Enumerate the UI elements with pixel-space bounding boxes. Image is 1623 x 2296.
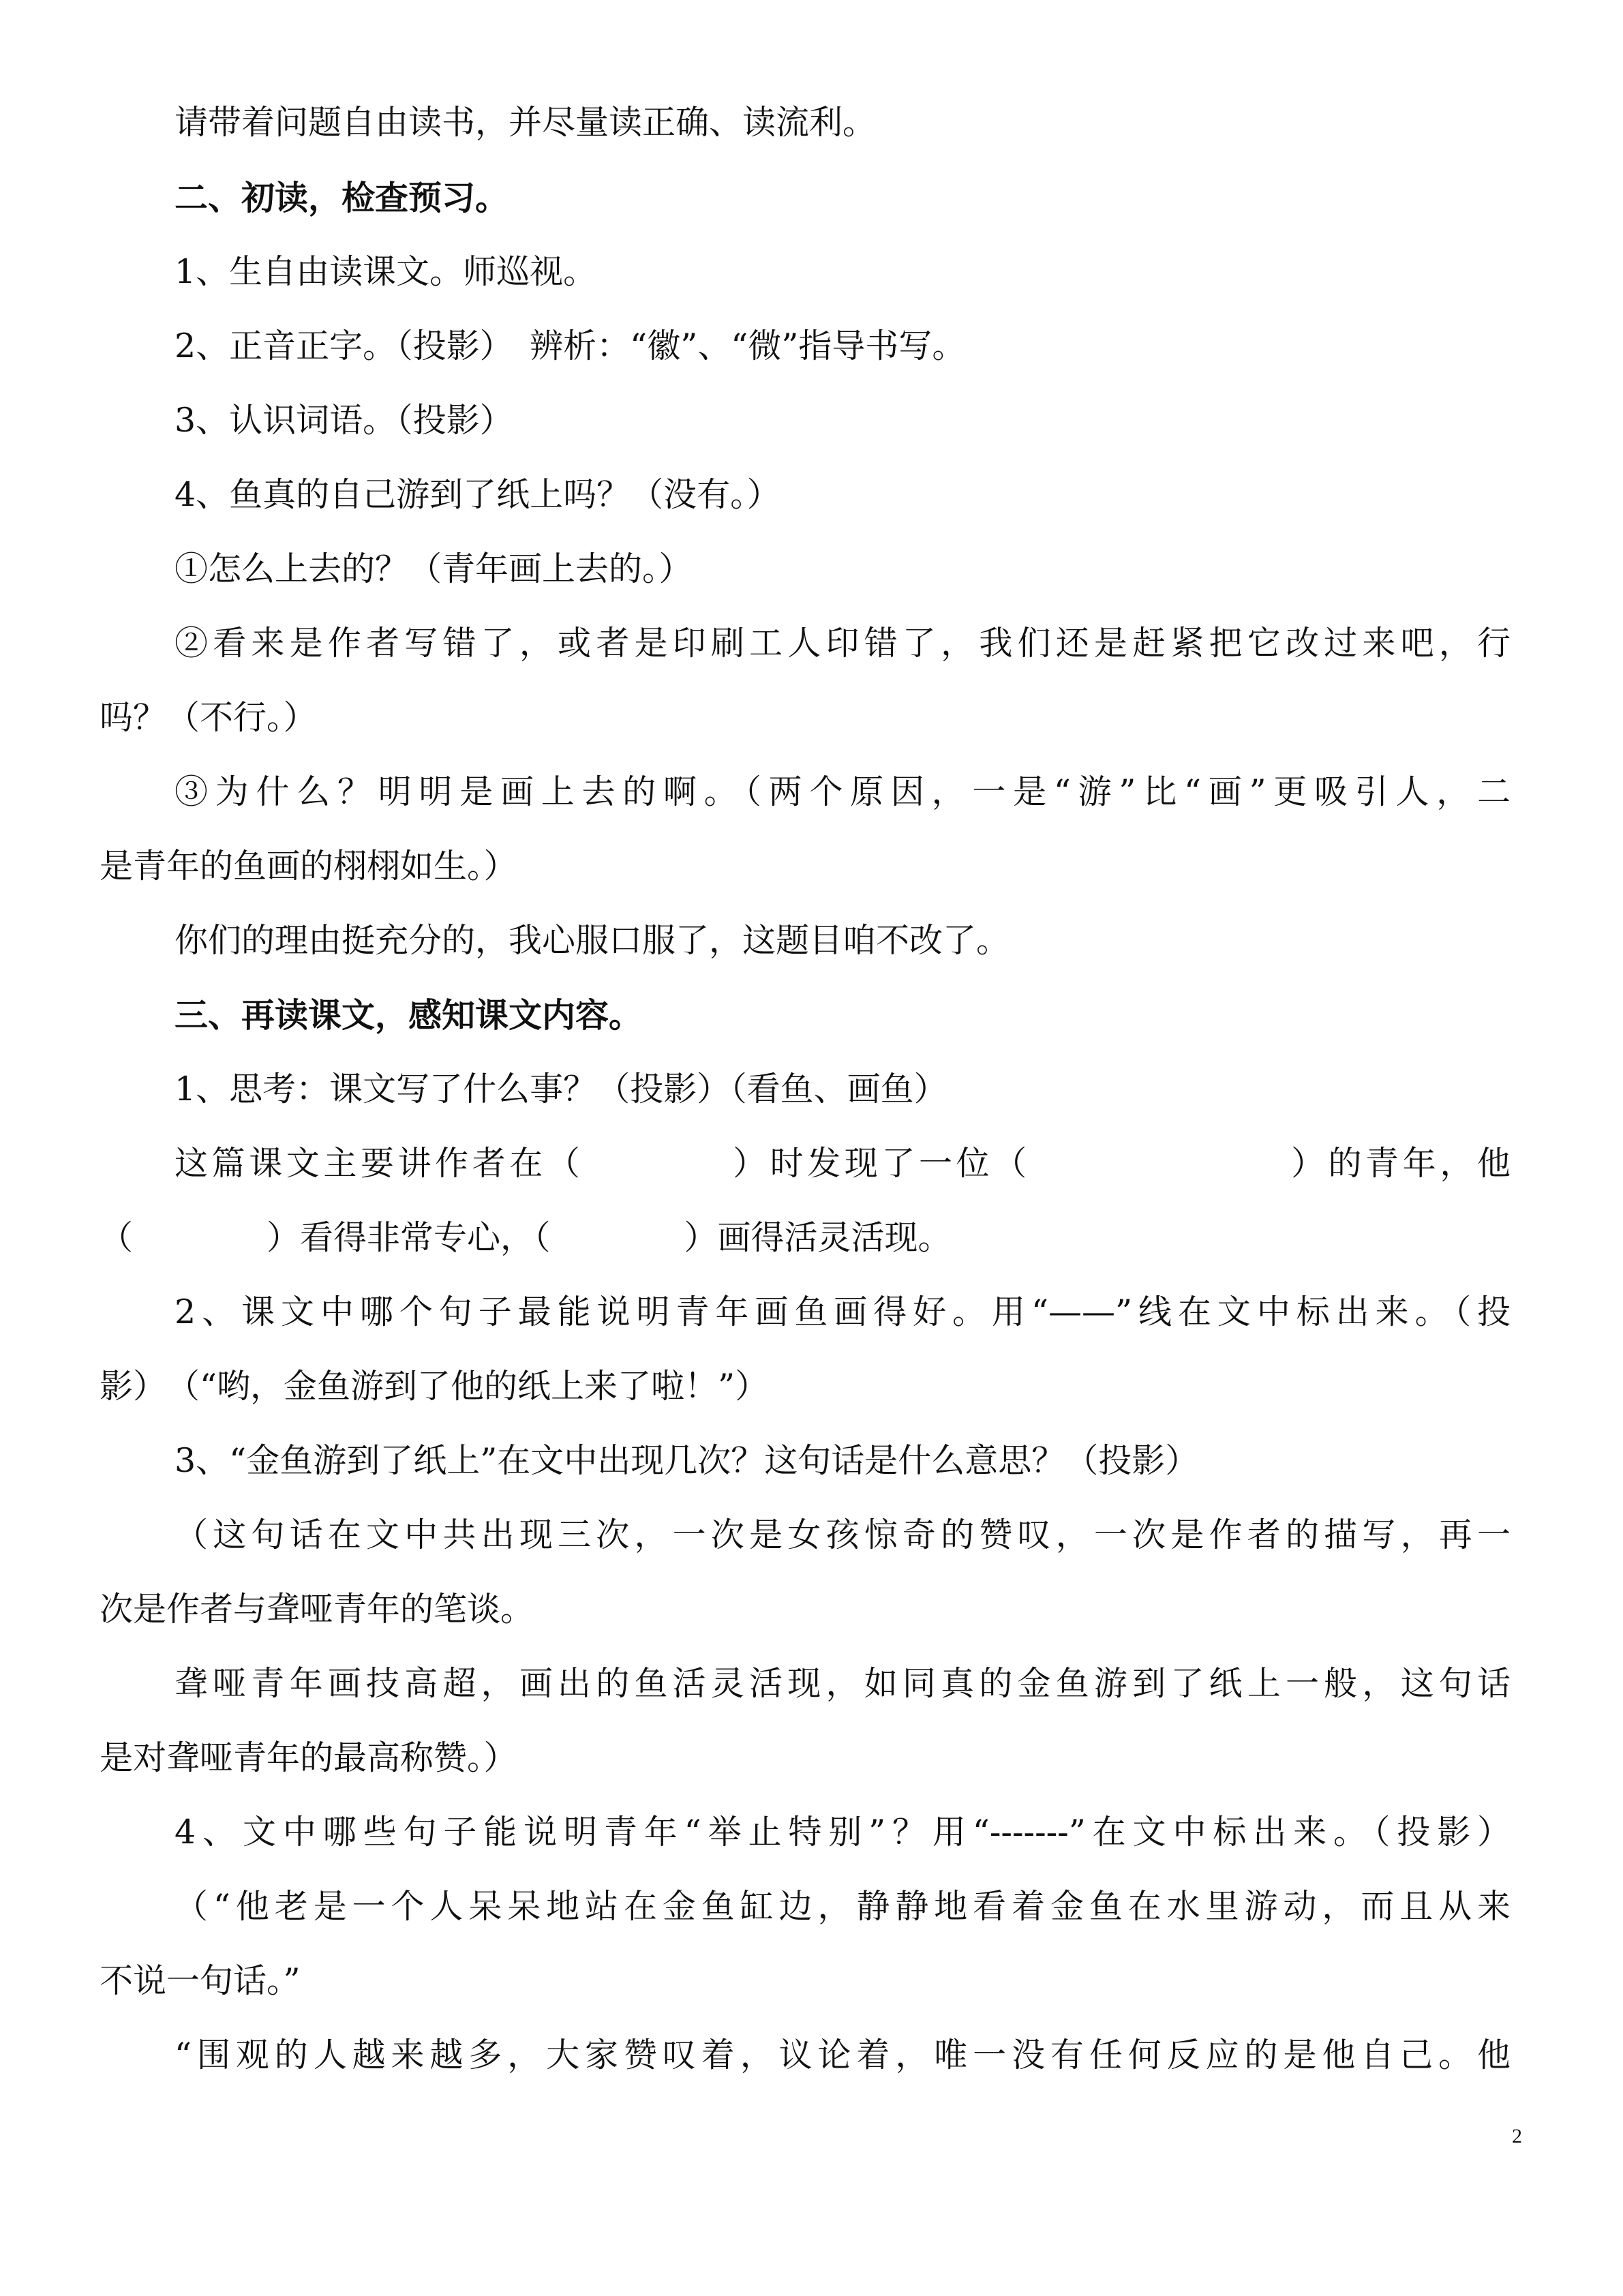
text-line: （ ）看得非常专心，（ ）画得活灵活现。 [100, 1218, 952, 1257]
text-line: 不说一句话。” [100, 1961, 301, 2000]
document-page [100, 0, 1511, 2296]
text-line: 1、思考：课文写了什么事？（投影）（看鱼、画鱼） [175, 1070, 947, 1108]
text-line: 是对聋哑青年的最高称赞。） [100, 1738, 517, 1777]
text-line: 3、认识词语。（投影） [175, 401, 513, 440]
text-line: 4、鱼真的自己游到了纸上吗？（没有。） [175, 475, 780, 514]
text-line: 4、文中哪些句子能说明青年“举止特别”？用“-------”在文中标出来。（投影） [175, 1813, 1511, 1852]
text-line: 这篇课文主要讲作者在（ ）时发现了一位（ ）的青年，他 [175, 1144, 1511, 1183]
text-line: 是青年的鱼画的栩栩如生。） [100, 847, 517, 886]
text-line: 聋哑青年画技高超，画出的鱼活灵活现，如同真的金鱼游到了纸上一般，这句话 [175, 1664, 1511, 1703]
text-line: 你们的理由挺充分的，我心服口服了，这题目咱不改了。 [175, 921, 1010, 960]
text-line: ③为什么？明明是画上去的啊。（两个原因，一是“游”比“画”更吸引人，二 [175, 772, 1511, 811]
text-line: 影） （“哟，金鱼游到了他的纸上来了啦！”） [100, 1367, 769, 1406]
text-line: 2、课文中哪个句子最能说明青年画鱼画得好。用“——”线在文中标出来。（投 [175, 1293, 1511, 1331]
text-line: 次是作者与聋哑青年的笔谈。 [100, 1590, 534, 1629]
section-heading: 二、初读，检查预习。 [175, 178, 509, 217]
text-line: （这句话在文中共出现三次，一次是女孩惊奇的赞叹，一次是作者的描写，再一 [175, 1515, 1511, 1554]
page-number: 2 [1512, 2125, 1522, 2147]
text-line: 1、生自由读课文。师巡视。 [175, 252, 597, 291]
text-line: 3、“金鱼游到了纸上”在文中出现几次？这句话是什么意思？（投影） [175, 1441, 1199, 1480]
text-line: “围观的人越来越多，大家赞叹着，议论着，唯一没有任何反应的是他自己。他 [175, 2036, 1511, 2074]
text-line: ①怎么上去的？（青年画上去的。） [175, 549, 693, 588]
text-line: （“他老是一个人呆呆地站在金鱼缸边，静静地看着金鱼在水里游动，而且从来 [175, 1887, 1511, 1926]
text-line: ②看来是作者写错了，或者是印刷工人印错了，我们还是赶紧把它改过来吧，行 [175, 624, 1511, 663]
text-line: 2、正音正字。（投影） 辨析：“徽”、“微”指导书写。 [175, 327, 966, 365]
section-heading: 三、再读课文，感知课文内容。 [175, 995, 643, 1035]
text-line: 请带着问题自由读书，并尽量读正确、读流利。 [175, 103, 877, 142]
text-line: 吗？（不行。） [100, 698, 317, 737]
